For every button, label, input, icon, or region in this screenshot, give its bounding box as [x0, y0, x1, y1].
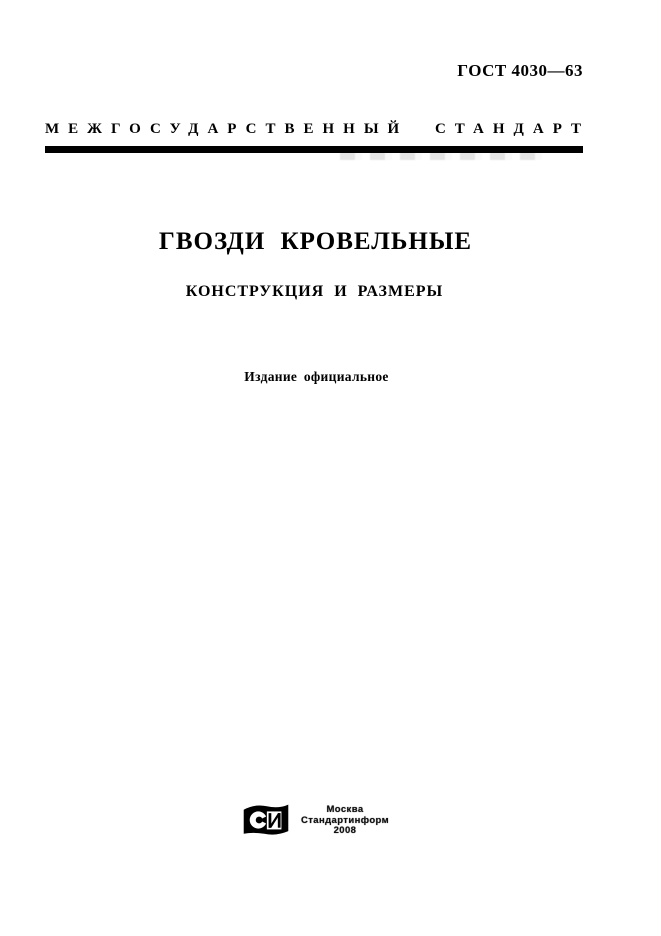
edition-note: Издание официальное: [244, 369, 389, 384]
imprint-year: 2008: [333, 825, 357, 836]
page-subtitle: КОНСТРУКЦИЯ И РАЗМЕРЫ: [185, 283, 444, 300]
doc-number: ГОСТ 4030—63: [457, 61, 583, 80]
scan-bleed-artifact: [340, 151, 545, 160]
standard-type-label: МЕЖГОСУДАРСТВЕННЫЙ СТАНДАРТ: [45, 121, 591, 137]
imprint-text: [301, 805, 389, 837]
imprint-city: Москва: [326, 804, 364, 815]
imprint-publisher: Стандартинформ: [300, 814, 390, 826]
imprint-block: [0, 802, 631, 838]
standartinform-logo-icon: [242, 802, 290, 838]
page-title: ГВОЗДИ КРОВЕЛЬНЫЕ: [158, 228, 473, 255]
